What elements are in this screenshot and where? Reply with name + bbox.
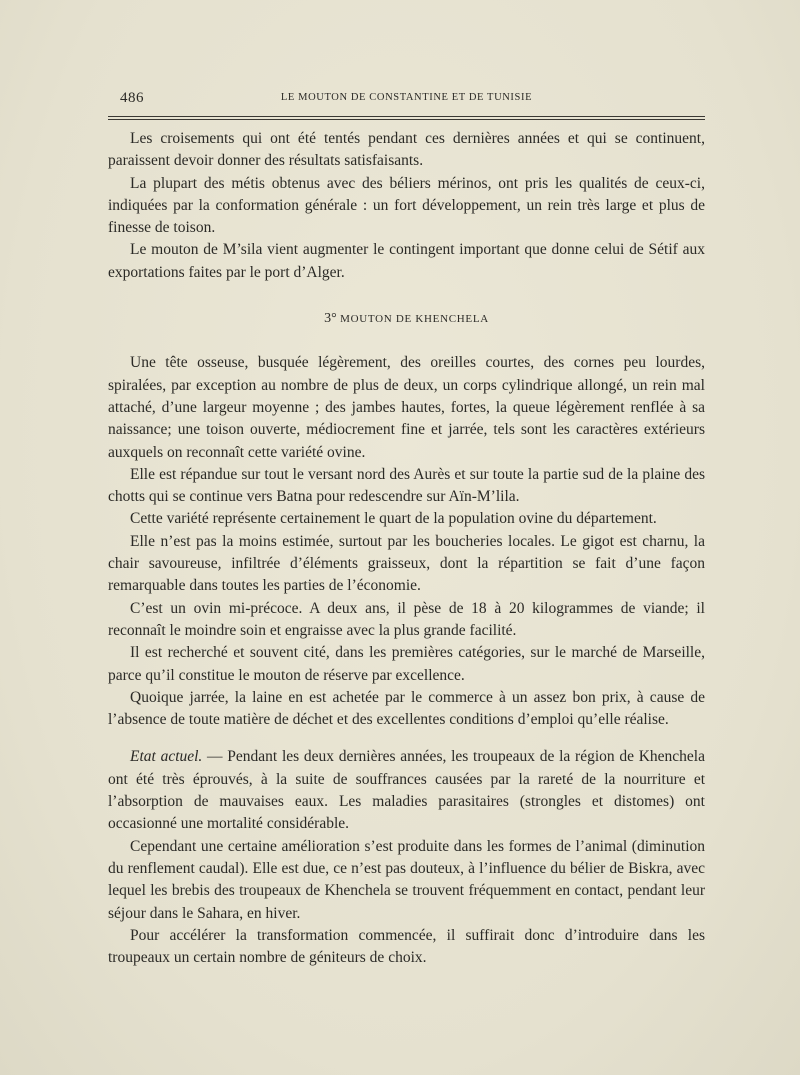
body-text bbox=[108, 128, 705, 969]
running-title: LE MOUTON DE CONSTANTINE ET DE TUNISIE bbox=[280, 92, 533, 103]
paragraph: Cependant une certaine amélioration s’est produite dans les formes de l’animal (diminution du renflement caudal). Elle est due, ce n’est pas douteux, à l’influence du bélier de Biskra, avec lequel les brebis des troupeaux de Khenchela se trouvent fréquemment en contact, pendant leur séjour dans le Sahara, en hiver. bbox=[108, 837, 705, 922]
paragraph: Elle est répandue sur tout le versant nord des Aurès et sur toute la partie sud de la plaine des chotts qui se continue vers Batna pour redescendre sur Aïn-M’lila. bbox=[108, 465, 705, 506]
paragraph: Une tête osseuse, busquée légèrement, des oreilles courtes, des cornes peu lourdes, spiralées, par exception au nombre de plus de deux, un corps cylindrique allongé, un rein mal attaché, d’une largeur moyenne ; des jambes hautes, fortes, la queue légèrement renflée à sa naissance; une toison ouverte, médiocrement fine et jarrée, tels sont les caractères extérieurs auxquels on reconnaît cette variété ovine. bbox=[108, 354, 705, 461]
section-number: 3° bbox=[324, 311, 337, 327]
section-title: MOUTON DE KHENCHELA bbox=[340, 313, 489, 326]
header-rule-bottom bbox=[108, 119, 705, 120]
paragraph-gap bbox=[108, 731, 705, 746]
etat-actuel-lead: Etat actuel. bbox=[130, 748, 203, 766]
paragraph: Le mouton de M’sila vient augmenter le contingent important que donne celui de Sétif aux exportations faites par le port d’Alger. bbox=[108, 241, 705, 281]
paragraph: Quoique jarrée, la laine en est achetée par le commerce à un assez bon prix, à cause de l’absence de toute matière de déchet et des excellentes conditions d’emploi qu’elle réalise. bbox=[108, 688, 705, 729]
paragraph: C’est un ovin mi-précoce. A deux ans, il pèse de 18 à 20 kilogrammes de viande; il reconnaît le moindre soin et engraisse avec la plus grande facilité. bbox=[108, 599, 705, 639]
etat-actuel-text: — Pendant les deux dernières années, les troupeaux de la région de Khenchela ont été très éprouvés, à la suite de souffrances causées par la rareté de la nourriture et l’absorption de mauvaises eaux. Les maladies parasitaires (strongles et distomes) ont occasionné une mortalité considérable. bbox=[108, 748, 705, 833]
paragraph: Pour accélérer la transformation commencée, il suffirait donc d’introduire dans les troupeaux un certain nombre de géniteurs de choix. bbox=[108, 926, 705, 967]
paragraph: Cette variété représente certainement le quart de la population ovine du département. bbox=[130, 510, 657, 528]
paragraph: La plupart des métis obtenus avec des béliers mérinos, ont pris les qualités de ceux-ci, indiquées par la conformation générale : un fort développement, un rein très large et plus de finesse de toison. bbox=[108, 174, 705, 237]
header-rule-top bbox=[108, 116, 705, 117]
page-header bbox=[108, 90, 705, 110]
paragraph: Elle n’est pas la moins estimée, surtout par les boucheries locales. Le gigot est charnu, la chair savoureuse, infiltrée d’éléments graisseux, dont la répartition se fait d’une façon remarquable dans toutes les parties de l’économie. bbox=[108, 532, 705, 595]
paragraph: Les croisements qui ont été tentés pendant ces dernières années et qui se continuent, paraissent devoir donner des résultats satisfaisants. bbox=[108, 130, 705, 170]
paragraph: Il est recherché et souvent cité, dans les premières catégories, sur le marché de Marseille, parce qu’il constitue le mouton de réserve par excellence. bbox=[108, 644, 705, 684]
page-number: 486 bbox=[120, 90, 144, 106]
etat-actuel-paragraph bbox=[108, 746, 705, 835]
section-heading bbox=[108, 308, 705, 330]
